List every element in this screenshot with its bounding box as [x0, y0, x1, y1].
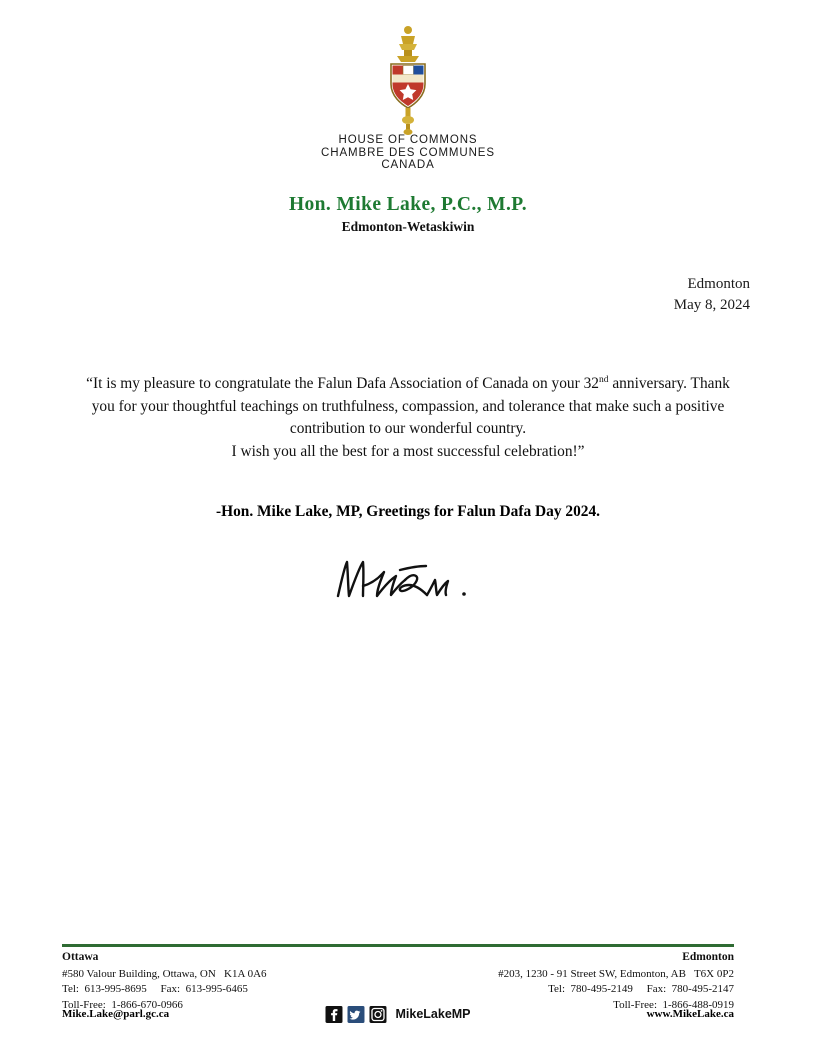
footer-edmonton-office: [498, 950, 734, 1013]
quote-ordinal-suffix: nd: [599, 374, 609, 385]
mp-riding: Edmonton-Wetaskiwin: [341, 219, 475, 234]
footer-ottawa-city: Ottawa: [62, 951, 99, 963]
footer-contact-row: [62, 1008, 734, 1020]
footer-website-link[interactable]: www.MikeLake.ca: [646, 1008, 734, 1020]
mp-name: Hon. Mike Lake, P.C., M.P.: [288, 194, 528, 215]
letterhead-line-country: CANADA: [381, 159, 435, 172]
footer-ottawa-tollfree: Toll-Free: 1-866-670-0966: [62, 998, 183, 1011]
quote-text-part1: “It is my pleasure to congratulate the Falun Dafa Association of Canada on your 32: [86, 375, 599, 392]
instagram-icon[interactable]: [369, 1006, 386, 1023]
mp-name-block: [0, 194, 816, 235]
twitter-icon[interactable]: [347, 1006, 364, 1023]
quote-text-part2: anniversary. Thank you for your thoughtful teachings on truthfulness, compassion, and tolerance that make such a positive contribution to our wonderful country.: [91, 375, 730, 437]
footer-edmonton-address: #203, 1230 - 91 Street SW, Edmonton, AB T6X 0P2: [498, 967, 734, 980]
facebook-icon[interactable]: [325, 1006, 342, 1023]
letter-attribution: -Hon. Mike Lake, MP, Greetings for Falun Dafa Day 2024.: [215, 503, 601, 520]
letterhead-line-en: HOUSE OF COMMONS: [338, 134, 478, 146]
footer-ottawa-phone: Tel: 613-995-8695 Fax: 613-995-6465: [62, 983, 248, 995]
footer: [62, 950, 734, 1013]
footer-edmonton-phone: Tel: 780-495-2149 Fax: 780-495-2147: [548, 983, 734, 995]
letterhead-line-fr: CHAMBRE DES COMMUNES: [321, 146, 495, 159]
footer-edmonton-city: Edmonton: [682, 951, 734, 963]
dateline-date: May 8, 2024: [673, 297, 750, 313]
footer-ottawa-address: #580 Valour Building, Ottawa, ON K1A 0A6: [62, 967, 267, 980]
quote-text-part3: I wish you all the best for a most successful celebration!”: [231, 442, 585, 460]
social-handle: MikeLakeMP: [395, 1007, 471, 1021]
letter-body: [84, 373, 732, 463]
footer-social-group: [325, 1006, 470, 1023]
letterhead-text: [0, 134, 816, 172]
dateline: [674, 274, 750, 316]
dateline-place: Edmonton: [687, 276, 750, 292]
footer-edmonton-tollfree: Toll-Free: 1-866-488-0919: [613, 998, 734, 1011]
footer-ottawa-office: [62, 950, 267, 1013]
house-of-commons-crest-icon: [377, 24, 439, 136]
footer-email-link[interactable]: Mike.Lake@parl.gc.ca: [62, 1008, 170, 1020]
signature-image: [330, 552, 490, 612]
crest-container: [0, 24, 816, 141]
footer-divider: [62, 944, 734, 947]
